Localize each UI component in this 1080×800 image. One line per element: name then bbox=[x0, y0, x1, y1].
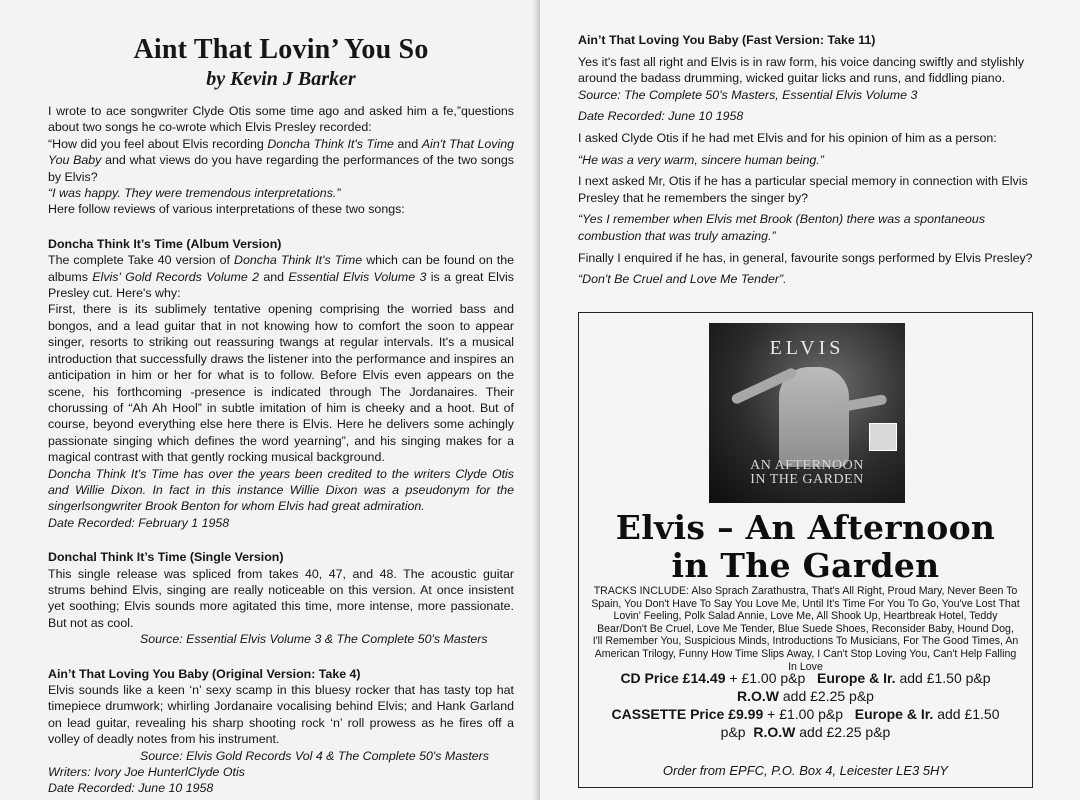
section-heading-single-version: Donchal Think It’s Time (Single Version) bbox=[48, 550, 284, 565]
album-version-date: Date Recorded: February 1 1958 bbox=[48, 515, 230, 530]
cover-title: ELVIS bbox=[769, 337, 845, 359]
article-title: Aint That Lovin’ You So bbox=[133, 34, 429, 65]
album-version-lead: The complete Take 40 version of Doncha Think It's Time which can be found on the albums Elvis' Gold Records Volume 2 and Essential Elvis Volume 3 is a great Elvis Presley cut. Here's why: bbox=[48, 253, 514, 301]
interview-question-1: I asked Clyde Otis if he had met Elvis and for his opinion of him as a person: bbox=[578, 130, 997, 145]
advert-track-list: TRACKS INCLUDE: Also Sprach Zarathustra, That's All Right, Proud Mary, Never Been To Spain, You Don't Have To Say You Love Me, Until It's Time For You To Go, You've Lost That Lovin' Feeling, Polk Salad Annie, Love Me, All Shook Up, Heartbreak Hotel, Teddy Bear/Don't Be Cruel, Love Me Tender, Blue Suede Shoes, Reconsider Baby, Hound Dog, I'll Remember You, Suspicious Minds, Introductions To Musicians, For The Good Times, An American Trilogy, Funny How Time Slips Away, I Can't Stop Loving You, Can't Help Falling In Love bbox=[591, 585, 1020, 673]
interview-question-3: Finally I enquired if he has, in general, favourite songs performed by Elvis Presley? bbox=[578, 250, 1033, 265]
interview-answer-1: “He was a very warm, sincere human being.” bbox=[578, 152, 824, 167]
article-byline: by Kevin J Barker bbox=[206, 68, 356, 90]
order-address: Order from EPFC, P.O. Box 4, Leicester LE3 5HY bbox=[662, 763, 949, 778]
album-cover-image bbox=[709, 323, 905, 503]
cassette-price-line: CASSETTE Price £9.99 + £1.00 p&p Europe & Ir. add £1.50 bbox=[611, 706, 1000, 722]
advert-headline: Elvis – An Afternoon in The Garden bbox=[615, 508, 996, 585]
cassette-row-price-line: p&p R.O.W add £2.25 p&p bbox=[720, 724, 891, 740]
section-heading-original-version: Ain’t That Loving You Baby (Original Version: Take 4) bbox=[48, 666, 361, 681]
section-heading-fast-version: Ain’t That Loving You Baby (Fast Version: Take 11) bbox=[578, 33, 876, 47]
album-advert bbox=[578, 312, 1033, 788]
interview-question-2: I next asked Mr, Otis if he has a particular special memory in connection with Elvis Presley that he remembers the singer by? bbox=[578, 174, 1028, 205]
cd-row-price-line: R.O.W add £2.25 p&p bbox=[737, 688, 874, 704]
original-version-source: Source: Elvis Gold Records Vol 4 & The Complete 50's Masters bbox=[140, 748, 489, 763]
single-version-body: This single release was spliced from takes 40, 47, and 48. The acoustic guitar strums behind Elvis, singing are really noticeable on this version. At once insistent yet soothing; Elvis sounds more agitated this time, more intense, more passionate. But not as cool. bbox=[48, 566, 514, 630]
fast-version-source: Source: The Complete 50's Masters, Essential Elvis Volume 3 bbox=[578, 87, 918, 102]
interview-answer-3: “Don't Be Cruel and Love Me Tender”. bbox=[578, 272, 787, 287]
interview-answer-2: “Yes I remember when Elvis met Brook (Benton) there was a spontaneous combustion that was truly amazing.” bbox=[578, 212, 986, 243]
intro-answer: “I was happy. They were tremendous interpretations.” bbox=[48, 186, 341, 201]
cd-price-line: CD Price £14.49 + £1.00 p&p Europe & Ir. add £1.50 p&p bbox=[620, 670, 991, 686]
single-version-source: Source: Essential Elvis Volume 3 & The Complete 50's Masters bbox=[140, 632, 488, 647]
fast-version-date: Date Recorded: June 10 1958 bbox=[578, 109, 744, 124]
cover-portrait-stamp bbox=[869, 423, 897, 451]
fast-version-body: Yes it's fast all right and Elvis is in raw form, his voice dancing swiftly and stylishly around the badass drumming, wicked guitar licks and runs, and fiddling piano. bbox=[578, 54, 1025, 86]
intro-question: “How did you feel about Elvis recording Doncha Think It's Time and Ain't That Loving You Baby and what views do you have regarding the performances of the two songs by Elvis? bbox=[48, 136, 514, 184]
section-heading-album-version: Doncha Think It’s Time (Album Version) bbox=[48, 236, 282, 251]
performer-figure bbox=[779, 367, 849, 467]
original-version-date: Date Recorded: June 10 1958 bbox=[48, 781, 214, 796]
intro-follow: Here follow reviews of various interpretations of these two songs: bbox=[48, 202, 405, 217]
original-version-writers: Writers: Ivory Joe HunterlClyde Otis bbox=[48, 765, 245, 780]
album-version-credit: Doncha Think It's Time has over the years been credited to the writers Clyde Otis and Willie Dixon. In fact in this instance Willie Dixon was a pseudonym for the singerlsongwriter Brook Benton for whom Elvis had great admiration. bbox=[48, 466, 514, 514]
cover-subtitle: AN AFTERNOON IN THE GARDEN bbox=[750, 458, 864, 487]
intro-paragraph: I wrote to ace songwriter Clyde Otis some time ago and asked him a fe,”questions about two songs he co-wrote which Elvis Presley recorded: bbox=[48, 104, 514, 135]
original-version-body: Elvis sounds like a keen ‘n’ sexy scamp in this bluesy rocker that has tasty top hat timepiece drumwork; whirling Jordanaire vocalising behind Elvis; and Hank Garland on lead guitar, revealing his sharp shooting rock ‘n’ roll prowess as he fires off a volley of deadly notes from his instrument. bbox=[48, 683, 514, 747]
album-version-body: First, there is its sublimely tentative opening comprising the worried bass and bongos, and a lead guitar that in not knowing how to comfort the soon to appear singer, resorts to striking out reassuring twangs at regular intervals. It's a musical introduction that successfully draws the listener into the performance and inspires an anticipation in him or her for what is to follow. Before Elvis even appears on the scene, his forthcoming -presence is indicated through The Jordanaires. Their chorussing of “Ah Ah Hool” in subtle imitation of him is cheeky and a hoot. But of course, beyond everything else here there is Elvis. Here he delivers some achingly passionate singing which defines the word yearning”, and his singing makes for a magical contrast with that gently rocking musical background. bbox=[48, 302, 514, 465]
